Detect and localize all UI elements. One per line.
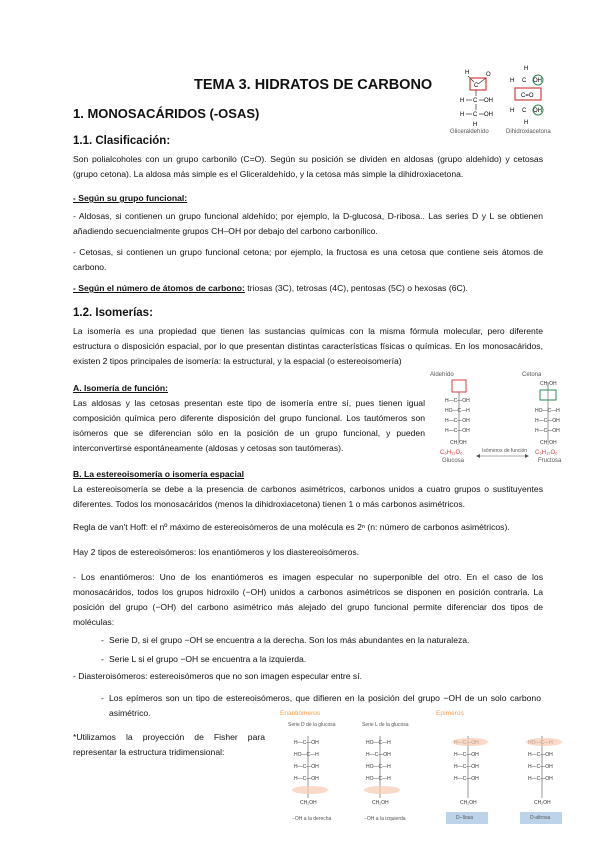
paragraph-intro: Son polialcoholes con un grupo carbonilo (C=O). Según su posición se dividen en aldosas (grupo aldehído) y cetosas (grupo cetona). La aldosa más simple es el Gliceraldehído, y la cetosa más simple la dihidroxiacetona. [73,154,543,179]
label-enantiomeros: Enantiómeros [280,710,321,717]
svg-text:H: H [510,78,515,84]
paragraph-fisher: *Utilizamos la proyección de Fisher para representar la estructura tridimensional: [73,732,265,757]
svg-text:C: C [473,112,478,118]
svg-text:H—C—OH: H—C—OH [294,740,319,746]
svg-text:HO—C—H: HO—C—H [366,776,391,782]
heading-grupo-funcional [73,191,543,206]
svg-text:HO—C—H: HO—C—H [445,408,470,414]
title-serie-l: Serie L de la glucosa [362,722,409,728]
fig2-left-formula: C₆H₁₂O₆ [440,450,463,456]
svg-text:C: C [473,98,478,104]
heading-isomeria-funcion: A. Isomería de función: [73,383,169,393]
svg-text:HO—C—H: HO—C—H [366,740,391,746]
fig2-left-sub: Glucosa [442,458,465,464]
section-heading-monosacaridos: 1. MONOSACÁRIDOS (-OSAS) [73,106,260,121]
svg-text:H: H [524,120,529,126]
svg-text:H: H [524,66,529,72]
svg-text:H—C—OH: H—C—OH [445,398,470,404]
atomos-text: triosas (3C), tetrosas (4C), pentosas (5C) o hexosas (6C). [244,283,468,293]
svg-text:H: H [510,108,515,114]
figure-fisher [280,708,590,833]
caption-dihidroxiacetona: Dihidroxiacetona [506,129,551,135]
svg-text:CH₂OH: CH₂OH [460,800,477,806]
heading-estereo-wrap [73,467,543,482]
svg-text:OH: OH [533,78,542,84]
svg-text:H—C—OH: H—C—OH [445,418,470,424]
svg-text:H—C—OH: H—C—OH [535,418,560,424]
caption-gliceraldehido: Gliceraldehído [450,129,489,135]
svg-text:OH: OH [484,112,493,118]
fig2-right-sub: Fructosa [538,458,562,464]
label-epimeros: Epímeros [436,710,464,717]
svg-text:H—C—OH: H—C—OH [454,752,479,758]
heading-atomos: - Según el número de átomos de carbono: [73,283,245,293]
title-serie-d: Serie D de la glucosa [288,722,336,728]
svg-text:H: H [465,70,470,76]
svg-text:CH₂OH: CH₂OH [540,440,557,446]
svg-text:H: H [473,122,478,128]
heading-funcion-wrap [73,381,169,396]
figure-triosas [448,62,558,142]
svg-text:H—C—OH: H—C—OH [294,764,319,770]
svg-text:C=O: C=O [521,93,534,99]
paragraph-isomeria: La isomería es una propiedad que tienen las sustancias químicas con la misma fórmula molecular, pero diferente estructura o disposición espacial, por lo que presentan distintas características físicas o químicas. En los monosacáridos, existen 2 tipos principales de isomería: la estructural, y la espacial (o estereoisomería) [73,326,543,366]
heading-grupo-funcional-text: - Según su grupo funcional: [73,193,188,203]
svg-text:OH: OH [484,98,493,104]
paragraph-estereo: La estereoisomería se debe a la presencia de carbonos asimétricos, carbonos unidos a cuatro grupos o sustituyentes diferentes. Todos los monosacáridos (menos la dihidroxiacetona) tienen 1 o más carbonos asimétricos. [73,484,543,509]
caption-d-altrosa: D-altrosa [530,815,551,821]
svg-text:CH₂OH: CH₂OH [540,381,557,387]
svg-text:H—C—OH: H—C—OH [528,776,553,782]
svg-text:H—C—OH: H—C—OH [294,776,319,782]
paragraph-diastereo: - Diasteroisómeros: estereoisómeros que no son imagen especular entre sí. [73,671,362,681]
list-item-serie-d: Serie D, si el grupo −OH se encuentra a la derecha. Son los más abundantes en la naturaleza. [109,635,470,645]
paragraph-aldosas: - Aldosas, si contienen un grupo funcional aldehído; por ejemplo, la D-glucosa, D-ribosa.. Las series D y L se obtienen añadiendo secuencialmente grupos CH–OH por debajo del carbono carbonílico. [73,211,543,236]
svg-text:HO—C—H: HO—C—H [535,408,560,414]
bullet-dash: - [101,635,104,645]
svg-text:H—C—OH: H—C—OH [445,428,470,434]
paragraph-tipos: Hay 2 tipos de estereoisómeros: los enantiómeros y los diastereoisómeros. [73,547,360,557]
paragraph-cetosas: - Cetosas, si contienen un grupo funcional cetona; por ejemplo, la fructosa es una cetosa que contiene seis átomos de carbono. [73,247,543,272]
svg-text:H—C—OH: H—C—OH [528,752,553,758]
svg-text:C: C [522,78,527,84]
subsection-clasificacion: 1.1. Clasificación: [73,135,171,147]
bullet-dash: - [101,693,104,703]
list-item-epimeros: Los epímeros son un tipo de estereoisómeros, que difieren en la posición del grupo −OH de un solo carbono asimétrico. [109,693,541,718]
figure-isomeria-funcion [430,372,590,467]
svg-text:H—C—OH: H—C—OH [454,764,479,770]
svg-text:CH₂OH: CH₂OH [372,800,389,806]
paragraph-funcion: Las aldosas y las cetosas presentan este tipo de isomería entre sí, pues tienen igual composición química pero diferente disposición del grupo funcional. Los tautómeros son isómeros que se diferencian sólo en la posición de un grupo funcional, y pueden interconvertirse espontáneamente (aldosas y cetosas son tautómeras). [73,398,425,453]
heading-estereoisomeria: B. La estereoisomería o isomería espacial [73,469,245,479]
svg-text:H—C—OH: H—C—OH [366,752,391,758]
fig2-right-formula: C₆H₁₂O₆ [535,450,558,456]
list-item-serie-l: Serie L si el grupo −OH se encuentra a la izquierda. [109,654,307,664]
svg-text:H—C—OH: H—C—OH [454,776,479,782]
fig2-right-title: Cetona [522,372,542,378]
svg-text:H—C—OH: H—C—OH [528,764,553,770]
fig2-arrow-label: Isómeros de función [482,448,528,454]
svg-text:OH: OH [533,108,542,114]
svg-text:H—C—OH: H—C—OH [535,428,560,434]
svg-text:CH₂OH: CH₂OH [534,800,551,806]
caption-d-ilosa: D−Ilosa [456,815,474,821]
caption-oh-derecha: −OH a la derecha [292,816,332,822]
subsection-isomerias: 1.2. Isomerías: [73,307,153,319]
caption-oh-izquierda: −OH a la izquierda [364,816,406,822]
bullet-dash: - [101,654,104,664]
svg-text:C: C [522,108,527,114]
svg-text:CH₂OH: CH₂OH [300,800,317,806]
svg-text:O: O [486,72,491,78]
fig2-left-title: Aldehído [430,372,454,378]
paragraph-vanthoff: Regla de van't Hoff: el nº máximo de estereoisómeros de una molécula es 2ⁿ (n: número de carbonos asimétricos). [73,522,510,532]
svg-text:CH₂OH: CH₂OH [450,440,467,446]
page-title: TEMA 3. HIDRATOS DE CARBONO [194,77,433,93]
paragraph-atomos [73,281,543,296]
svg-text:H: H [460,98,465,104]
svg-text:H: H [460,112,465,118]
svg-text:HO—C—H: HO—C—H [294,752,319,758]
svg-text:C: C [474,83,479,89]
paragraph-enantiomeros: - Los enantiómeros: Uno de los enantiómeros es imagen especular no superponible del otro. En el caso de los monosacáridos, todos los grupos hidroxilo (−OH) unidos a carbonos asimétricos se disponen en posición contraria. La posición del grupo (−OH) del carbono asimétrico más alejado del grupo funcional permite diferenciar dos tipos de moléculas: [73,572,543,627]
svg-text:HO—C—H: HO—C—H [366,764,391,770]
